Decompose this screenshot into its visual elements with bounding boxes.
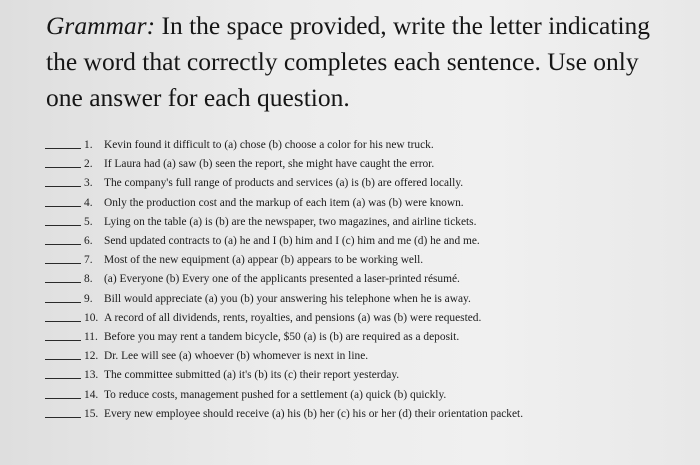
question-text: (a) Everyone (b) Every one of the applicants presented a laser-printed résumé. (104, 273, 460, 286)
heading-lead: Grammar: (46, 11, 156, 40)
question-number: 5. (84, 215, 93, 228)
question-item (0, 368, 700, 388)
question-text: Every new employee should receive (a) his (b) her (c) his or her (d) their orientation packet. (104, 407, 524, 420)
answer-blank[interactable] (45, 148, 81, 149)
question-number: 2. (84, 158, 93, 171)
question-number: 14. (84, 388, 99, 401)
answer-blank[interactable] (45, 417, 81, 418)
question-text: Before you may rent a tandem bicycle, $50 (a) is (b) are required as a deposit. (104, 331, 460, 343)
answer-blank[interactable] (45, 302, 81, 303)
question-text: Send updated contracts to (a) he and I (b) him and I (c) him and me (d) he and me. (104, 235, 480, 247)
answer-blank[interactable] (45, 244, 81, 245)
question-item (0, 253, 700, 273)
question-item (0, 157, 700, 177)
question-item (0, 330, 700, 350)
question-number: 10. (84, 311, 99, 324)
instructions-heading (46, 8, 676, 116)
question-number: 7. (84, 254, 93, 267)
question-item (0, 215, 700, 235)
question-text: Lying on the table (a) is (b) are the newspaper, two magazines, and airline tickets. (104, 215, 477, 228)
answer-blank[interactable] (45, 263, 81, 264)
question-text: The committee submitted (a) it's (b) its (c) their report yesterday. (104, 369, 400, 382)
question-number: 11. (84, 331, 98, 343)
question-text: The company's full range of products and services (a) is (b) are offered locally. (104, 177, 464, 190)
question-item (0, 176, 700, 196)
question-number: 4. (84, 196, 93, 209)
question-text: A record of all dividends, rents, royalties, and pensions (a) was (b) were requested. (104, 311, 482, 324)
question-text: Dr. Lee will see (a) whoever (b) whomever is next in line. (104, 350, 369, 363)
question-number: 3. (84, 177, 93, 190)
answer-blank[interactable] (45, 206, 81, 207)
answer-blank[interactable] (45, 378, 81, 379)
question-number: 13. (84, 369, 99, 382)
question-item (0, 138, 700, 158)
question-item (0, 234, 700, 254)
question-item (0, 388, 700, 408)
question-number: 15. (84, 407, 99, 420)
answer-blank[interactable] (45, 167, 81, 168)
question-number: 12. (84, 350, 99, 363)
question-text: If Laura had (a) saw (b) seen the report, she might have caught the error. (104, 158, 435, 171)
question-item (0, 196, 700, 216)
question-number: 6. (84, 235, 93, 247)
answer-blank[interactable] (45, 340, 81, 341)
question-number: 9. (84, 292, 93, 305)
question-item (0, 272, 700, 292)
question-item (0, 311, 700, 331)
answer-blank[interactable] (45, 282, 81, 283)
question-number: 8. (84, 273, 93, 286)
question-text: Only the production cost and the markup of each item (a) was (b) were known. (104, 196, 464, 209)
answer-blank[interactable] (45, 398, 81, 399)
heading-text: In the space provided, write the letter indicating the word that correctly completes each sentence. Use only one answer for each question. (46, 11, 651, 112)
answer-blank[interactable] (45, 225, 81, 226)
question-number: 1. (84, 139, 93, 151)
answer-blank[interactable] (45, 321, 81, 322)
question-item (0, 407, 700, 427)
question-text: Most of the new equipment (a) appear (b) appears to be working well. (104, 254, 424, 267)
question-text: Kevin found it difficult to (a) chose (b) choose a color for his new truck. (104, 139, 434, 151)
question-item (0, 292, 700, 312)
answer-blank[interactable] (45, 186, 81, 187)
question-text: To reduce costs, management pushed for a settlement (a) quick (b) quickly. (104, 388, 447, 401)
question-text: Bill would appreciate (a) you (b) your answering his telephone when he is away. (104, 292, 471, 305)
answer-blank[interactable] (45, 359, 81, 360)
question-item (0, 349, 700, 369)
